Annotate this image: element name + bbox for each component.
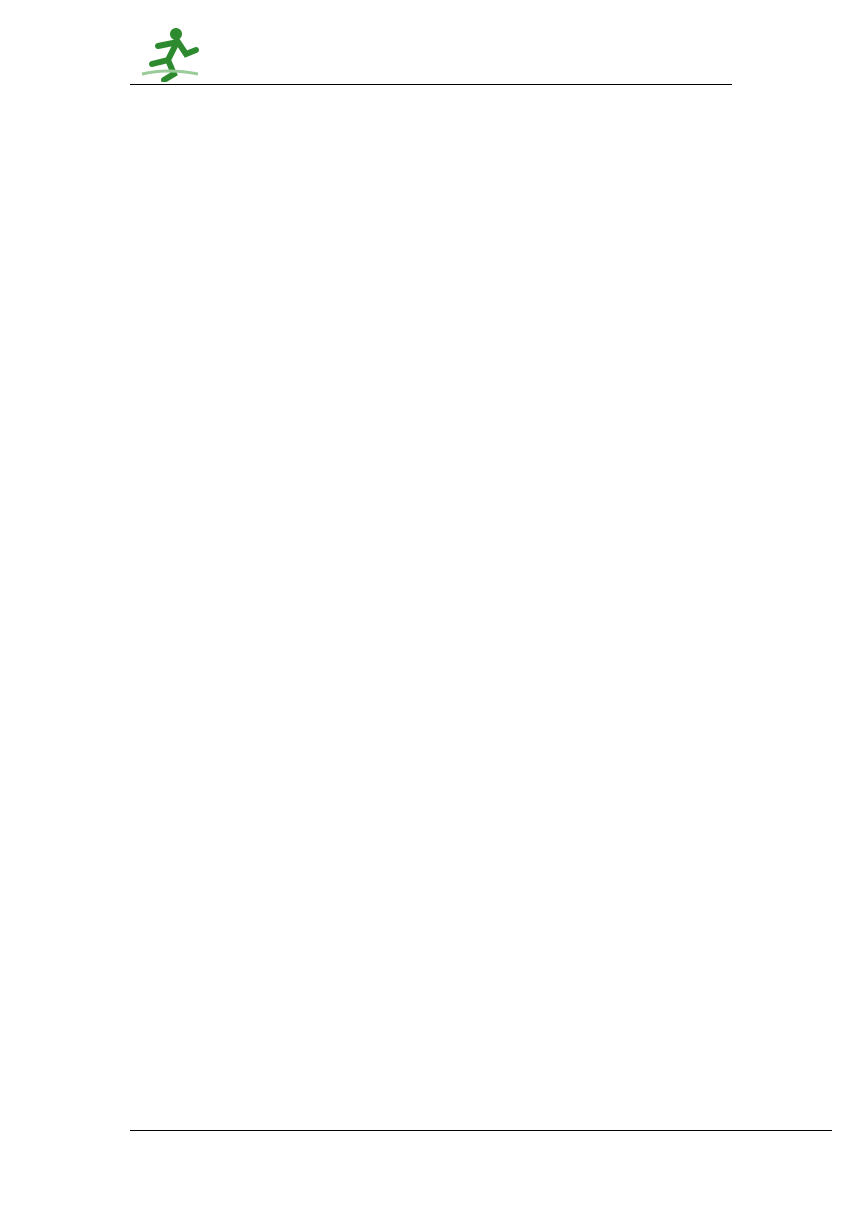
header-divider [130,84,732,85]
page-header [130,24,730,86]
site-logo [138,24,338,84]
runner-logo-icon [138,24,202,82]
footer-divider [130,1130,832,1131]
